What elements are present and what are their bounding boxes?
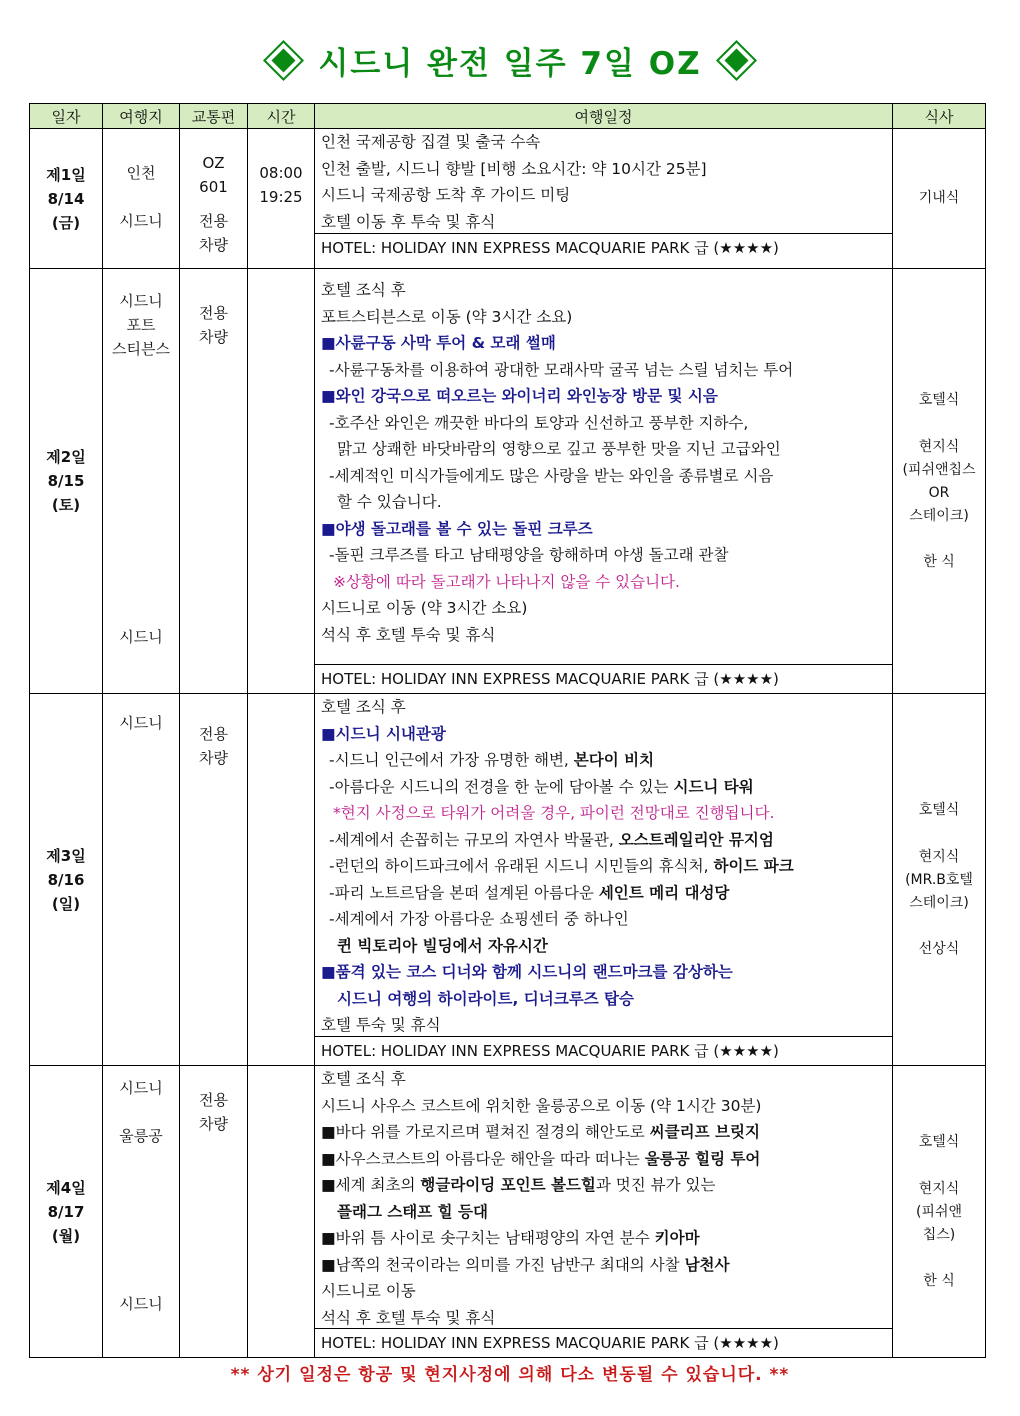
line-bold: 세인트 메리 대성당	[598, 883, 730, 902]
time-cell	[248, 1066, 315, 1358]
place: 스티븐스	[112, 340, 170, 358]
line-text: ■남쪽의 천국이라는 의미를 가진 남반구 최대의 사찰	[321, 1255, 685, 1274]
meal: 호텔식	[918, 391, 960, 408]
footer-notice: ** 상기 일정은 항공 및 현지사정에 의해 다소 변동될 수 있습니다. **	[230, 1365, 790, 1385]
schedule-cell	[315, 1066, 893, 1358]
schedule-line: 호텔 투숙 및 휴식	[321, 1016, 441, 1034]
schedule-line	[321, 747, 886, 774]
day-row-4	[30, 1066, 986, 1358]
title-area	[0, 38, 1020, 83]
line-bold: 하이드 파크	[713, 857, 794, 875]
place-cell	[103, 129, 180, 269]
schedule-line: 시드니로 이동	[321, 1282, 416, 1300]
transport: 601	[199, 178, 228, 196]
line-text: ■바위 틈 사이로 솟구치는 남태평양의 자연 분수	[321, 1229, 655, 1247]
place: 울릉공	[119, 1127, 163, 1145]
schedule-line: 플래그 스태프 힐 등대	[337, 1202, 488, 1221]
place-cell	[103, 1066, 180, 1358]
day-label: 제3일	[46, 846, 86, 865]
transport: 전용	[199, 725, 228, 743]
place: 시드니	[119, 212, 163, 230]
schedule-line: 석식 후 호텔 투숙 및 휴식	[321, 1308, 496, 1327]
transport: OZ	[202, 154, 225, 172]
schedule-line: 호텔 조식 후	[321, 1070, 406, 1088]
schedule-line	[321, 1119, 886, 1146]
schedule-notice: ※상황에 따라 돌고래가 나타나지 않을 수 있습니다.	[333, 572, 680, 591]
transport: 전용	[199, 304, 228, 322]
day-cell	[30, 129, 103, 269]
transport: 차량	[199, 1115, 228, 1133]
day-date: 8/17	[47, 1202, 85, 1221]
meal: (피쉬앤칩스	[902, 461, 976, 478]
meal: (피쉬앤	[915, 1203, 963, 1220]
schedule-highlight: ■사륜구동 사막 투어 & 모래 썰매	[321, 334, 556, 352]
place: 시드니	[119, 1079, 163, 1097]
hotel-line: HOTEL: HOLIDAY INN EXPRESS MACQUARIE PARK 급 (★★★★)	[315, 233, 892, 262]
schedule-line: 호텔 조식 후	[321, 281, 406, 299]
schedule-line	[321, 827, 886, 854]
schedule-line	[321, 774, 886, 801]
place: 인천	[126, 164, 156, 182]
line-text: -파리 노트르담을 본떠 설계된 아름다운	[329, 883, 599, 902]
schedule-highlight: ■품격 있는 코스 디너와 함께 시드니의 랜드마크를 감상하는	[321, 963, 733, 981]
schedule-line	[321, 1252, 886, 1279]
schedule-line: -돌핀 크루즈를 타고 남태평양을 항해하며 야생 돌고래 관찰	[329, 546, 729, 564]
schedule-line: -호주산 와인은 깨끗한 바다의 토양과 신선하고 풍부한 지하수,	[329, 413, 749, 432]
schedule-highlight: ■와인 강국으로 떠오르는 와이너리 와인농장 방문 및 시음	[321, 387, 718, 405]
schedule-line: 시드니로 이동 (약 3시간 소요)	[321, 599, 528, 617]
page-title	[271, 38, 748, 83]
line-bold: 남천사	[684, 1255, 730, 1274]
day-weekday: (토)	[51, 496, 81, 514]
schedule-line: 포트스티븐스로 이동 (약 3시간 소요)	[321, 307, 573, 326]
meal-cell	[893, 1066, 986, 1358]
place-cell	[103, 269, 180, 694]
schedule-line	[321, 1146, 886, 1173]
day-cell	[30, 269, 103, 694]
meal: 호텔식	[918, 801, 960, 818]
header-meal: 식사	[893, 104, 986, 129]
schedule-line: 호텔 조식 후	[321, 698, 406, 716]
line-bold: 시드니 타워	[673, 777, 754, 796]
transport: 전용	[199, 212, 228, 230]
itinerary-table	[29, 103, 986, 1358]
schedule-line: 인천 출발, 시드니 향발 [비행 소요시간: 약 10시간 25분]	[321, 159, 707, 178]
schedule-line: 인천 국제공항 집결 및 출국 수속	[321, 133, 541, 151]
schedule-line: 호텔 이동 후 투숙 및 휴식	[321, 212, 496, 231]
line-text: -아름다운 시드니의 전경을 한 눈에 담아볼 수 있는	[329, 777, 674, 796]
day-row-2	[30, 269, 986, 694]
place: 시드니	[119, 1295, 163, 1313]
meal: 스테이크)	[909, 894, 969, 911]
schedule-highlight: 시드니 여행의 하이라이트, 디너크루즈 탑승	[337, 989, 634, 1008]
header-time: 시간	[248, 104, 315, 129]
header-row	[30, 104, 986, 129]
day-weekday: (월)	[51, 1226, 81, 1245]
day-weekday: (금)	[51, 213, 81, 232]
header-transport: 교통편	[180, 104, 248, 129]
header-date: 일자	[30, 104, 103, 129]
transport: 차량	[199, 328, 228, 346]
title-text: 시드니 완전 일주 7일 OZ	[318, 46, 702, 82]
schedule-line: 시드니 사우스 코스트에 위치한 울릉공으로 이동 (약 1시간 30분)	[321, 1096, 762, 1115]
day-label: 제4일	[46, 1178, 86, 1197]
schedule-line: -세계적인 미식가들에게도 많은 사랑을 받는 와인을 종류별로 시음	[329, 466, 774, 485]
day-cell	[30, 1066, 103, 1358]
day-label: 제2일	[46, 448, 86, 466]
line-text: -런던의 하이드파크에서 유래된 시드니 시민들의 휴식처,	[329, 857, 714, 875]
day-row-3	[30, 694, 986, 1066]
meal: 스테이크)	[909, 507, 969, 524]
schedule-notice: *현지 사정으로 타워가 어려울 경우, 파이런 전망대로 진행됩니다.	[333, 804, 775, 822]
meal: 기내식	[918, 190, 960, 206]
time-cell	[248, 129, 315, 269]
schedule-line: -세계에서 가장 아름다운 쇼핑센터 중 하나인	[329, 910, 629, 928]
hotel-line: HOTEL: HOLIDAY INN EXPRESS MACQUARIE PARK 급 (★★★★)	[315, 664, 892, 693]
meal: 한 식	[923, 1272, 955, 1289]
line-bold: 키아마	[654, 1229, 700, 1247]
line-text: ■세계 최초의	[321, 1176, 421, 1194]
line-text: ■바다 위를 가로지르며 펼쳐진 절경의 해안도로	[321, 1123, 650, 1141]
place: 포트	[126, 316, 156, 334]
schedule-cell	[315, 694, 893, 1066]
line-text: -세계에서 손꼽히는 규모의 자연사 박물관,	[329, 830, 619, 849]
diamond-right-icon	[718, 43, 753, 78]
schedule-line: 석식 후 호텔 투숙 및 휴식	[321, 625, 496, 644]
schedule-line	[321, 1172, 886, 1199]
meal: 현지식	[918, 848, 960, 865]
schedule-highlight: ■야생 돌고래를 볼 수 있는 돌핀 크루즈	[321, 519, 593, 538]
transport-cell	[180, 129, 248, 269]
meal-cell	[893, 694, 986, 1066]
meal: OR	[928, 484, 950, 501]
meal: 칩스)	[922, 1226, 956, 1243]
schedule-line	[321, 853, 886, 880]
transport: 차량	[199, 236, 228, 254]
place: 시드니	[119, 292, 163, 310]
hotel-line: HOTEL: HOLIDAY INN EXPRESS MACQUARIE PARK 급 (★★★★)	[315, 1036, 892, 1065]
header-place: 여행지	[103, 104, 180, 129]
meal: (MR.B호텔	[905, 871, 973, 888]
schedule-line	[321, 880, 886, 907]
day-date: 8/15	[47, 472, 85, 490]
day-row-1	[30, 129, 986, 269]
meal: 호텔식	[918, 1133, 960, 1150]
line-bold: 씨클리프 브릿지	[649, 1123, 760, 1141]
meal: 현지식	[918, 1180, 960, 1197]
line-bold: 본다이 비치	[573, 751, 655, 769]
line-bold: 오스트레일리안 뮤지엄	[618, 830, 774, 849]
transport: 전용	[199, 1091, 228, 1109]
meal-cell	[893, 269, 986, 694]
transport-cell	[180, 694, 248, 1066]
schedule-highlight: ■시드니 시내관광	[321, 724, 446, 743]
time: 19:25	[259, 188, 303, 206]
day-weekday: (일)	[51, 894, 81, 913]
schedule-cell	[315, 129, 893, 269]
place: 시드니	[119, 714, 163, 732]
diamond-left-icon	[266, 43, 301, 78]
day-date: 8/14	[47, 189, 85, 208]
line-text: ■사우스코스트의 아름다운 해안을 따라 떠나는	[321, 1149, 645, 1168]
schedule-line: 맑고 상쾌한 바닷바람의 영향으로 깊고 풍부한 맛을 지닌 고급와인	[337, 440, 781, 458]
schedule-line: -사륜구동차를 이용하여 광대한 모래사막 굴곡 넘는 스릴 넘치는 투어	[329, 360, 794, 379]
time-cell	[248, 269, 315, 694]
place: 시드니	[119, 628, 163, 646]
line-bold: 울릉공 힐링 투어	[644, 1149, 761, 1168]
transport-cell	[180, 1066, 248, 1358]
meal: 현지식	[918, 438, 960, 455]
hotel-line: HOTEL: HOLIDAY INN EXPRESS MACQUARIE PARK 급 (★★★★)	[315, 1328, 892, 1357]
transport: 차량	[199, 749, 228, 767]
place-cell	[103, 694, 180, 1066]
schedule-line: 퀸 빅토리아 빌딩에서 자유시간	[337, 936, 548, 955]
meal-cell	[893, 129, 986, 269]
transport-cell	[180, 269, 248, 694]
schedule-line	[321, 1225, 886, 1252]
line-text: 과 멋진 뷰가 있는	[595, 1176, 716, 1194]
line-bold: 행글라이딩 포인트 볼드힐	[420, 1176, 596, 1194]
schedule-cell	[315, 269, 893, 694]
time-cell	[248, 694, 315, 1066]
day-label: 제1일	[46, 165, 86, 184]
header-schedule: 여행일정	[315, 104, 893, 129]
meal: 한 식	[923, 553, 955, 570]
meal: 선상식	[918, 940, 960, 957]
day-date: 8/16	[47, 870, 85, 889]
time: 08:00	[259, 164, 303, 182]
schedule-line: 할 수 있습니다.	[337, 493, 442, 511]
line-text: -시드니 인근에서 가장 유명한 해변,	[329, 751, 574, 769]
day-cell	[30, 694, 103, 1066]
schedule-line: 시드니 국제공항 도착 후 가이드 미팅	[321, 186, 571, 204]
